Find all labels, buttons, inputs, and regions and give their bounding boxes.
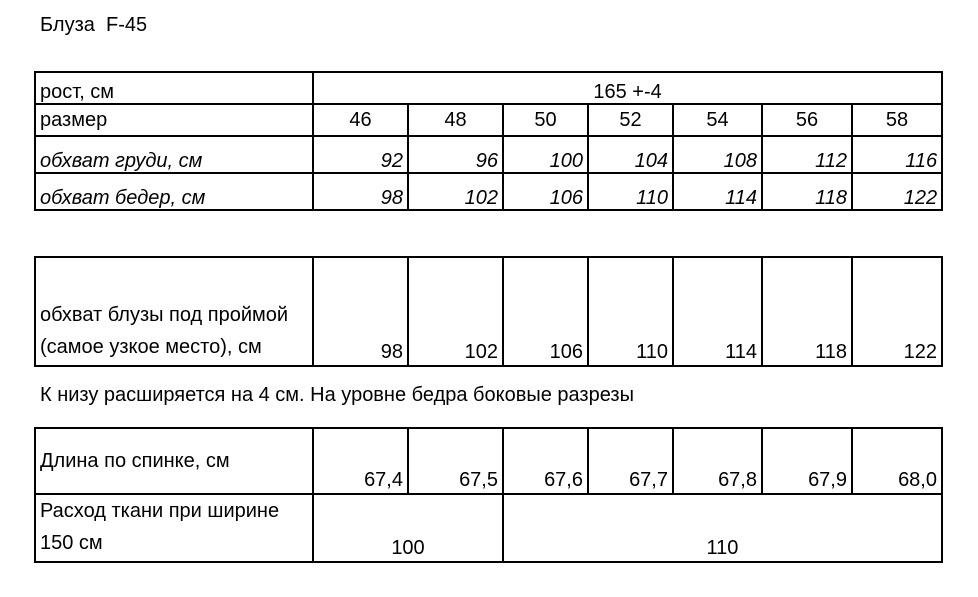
hips-cell: 114 <box>673 173 762 210</box>
chest-cell: 96 <box>408 136 503 173</box>
hips-cell: 102 <box>408 173 503 210</box>
height-label: рост, см <box>35 72 313 104</box>
hips-cell: 110 <box>588 173 673 210</box>
size-cell: 48 <box>408 104 503 136</box>
fabric-value-small: 100 <box>313 494 503 562</box>
page-title: Блуза F-45 <box>40 14 148 36</box>
size-cell: 54 <box>673 104 762 136</box>
size-table <box>34 71 943 211</box>
size-label: размер <box>35 104 313 136</box>
back-length-cell: 67,9 <box>762 428 852 494</box>
hips-row <box>35 173 942 210</box>
note-text: К низу расширяется на 4 см. На уровне бедра боковые разрезы <box>40 384 634 406</box>
back-length-row <box>35 428 942 494</box>
blouse-table <box>34 256 943 367</box>
blouse-cell: 98 <box>313 257 408 366</box>
chest-cell: 104 <box>588 136 673 173</box>
hips-cell: 98 <box>313 173 408 210</box>
fabric-label: Расход ткани при ширине 150 см <box>35 494 313 562</box>
back-length-cell: 68,0 <box>852 428 942 494</box>
height-value: 165 +-4 <box>313 72 942 104</box>
size-row <box>35 104 942 136</box>
chest-cell: 116 <box>852 136 942 173</box>
blouse-label: обхват блузы под проймой (самое узкое место), см <box>35 257 313 366</box>
blouse-row <box>35 257 942 366</box>
chest-row <box>35 136 942 173</box>
blouse-cell: 102 <box>408 257 503 366</box>
back-length-cell: 67,7 <box>588 428 673 494</box>
chest-label: обхват груди, см <box>35 136 313 173</box>
fabric-row <box>35 494 942 562</box>
chest-cell: 100 <box>503 136 588 173</box>
height-row <box>35 72 942 104</box>
back-length-cell: 67,8 <box>673 428 762 494</box>
size-cell: 58 <box>852 104 942 136</box>
chest-cell: 112 <box>762 136 852 173</box>
size-cell: 52 <box>588 104 673 136</box>
blouse-cell: 114 <box>673 257 762 366</box>
hips-cell: 118 <box>762 173 852 210</box>
size-cell: 50 <box>503 104 588 136</box>
back-length-cell: 67,5 <box>408 428 503 494</box>
size-cell: 56 <box>762 104 852 136</box>
fabric-value-large: 110 <box>503 494 942 562</box>
back-length-label: Длина по спинке, см <box>35 428 313 494</box>
blouse-cell: 106 <box>503 257 588 366</box>
blouse-cell: 110 <box>588 257 673 366</box>
hips-cell: 106 <box>503 173 588 210</box>
blouse-cell: 118 <box>762 257 852 366</box>
chest-cell: 92 <box>313 136 408 173</box>
hips-label: обхват бедер, см <box>35 173 313 210</box>
blouse-cell: 122 <box>852 257 942 366</box>
back-length-cell: 67,4 <box>313 428 408 494</box>
size-cell: 46 <box>313 104 408 136</box>
back-length-cell: 67,6 <box>503 428 588 494</box>
chest-cell: 108 <box>673 136 762 173</box>
hips-cell: 122 <box>852 173 942 210</box>
length-table <box>34 427 943 563</box>
